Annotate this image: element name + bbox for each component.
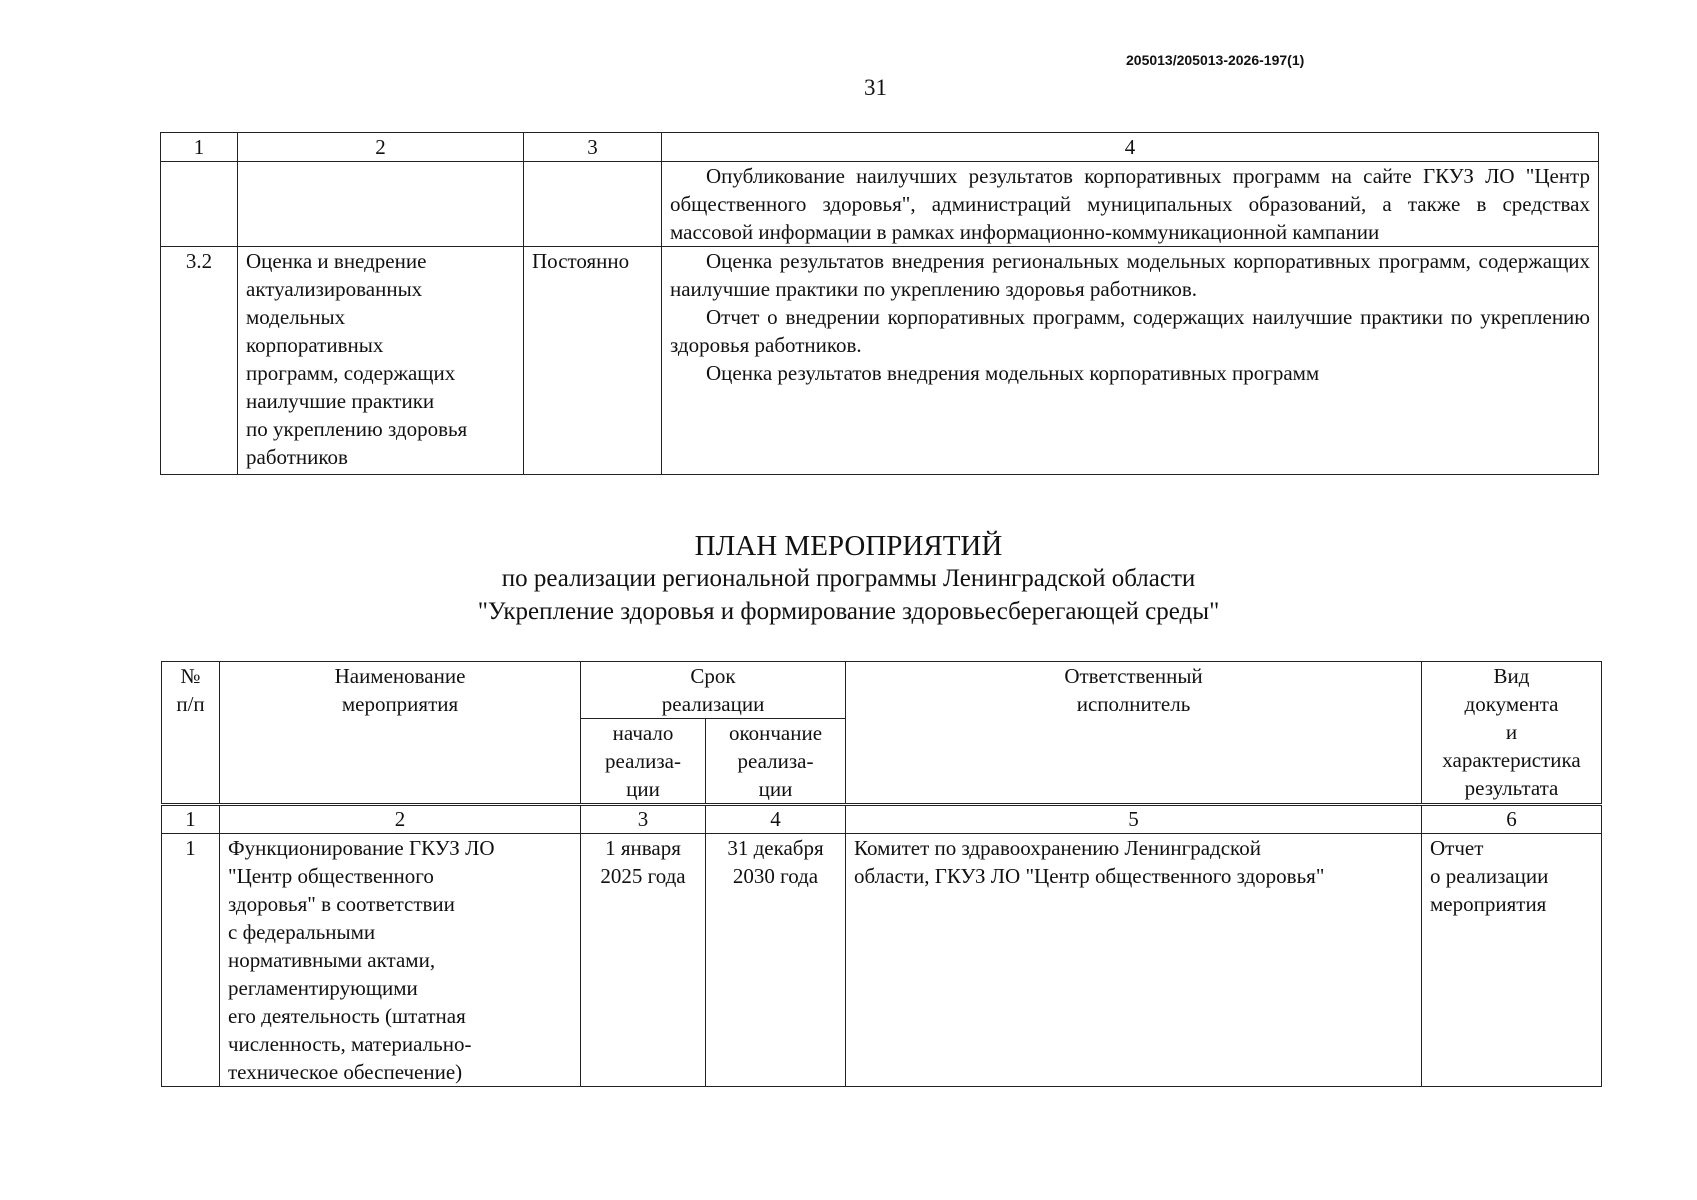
header-line: Вид bbox=[1493, 664, 1530, 688]
col-num-2: 2 bbox=[238, 133, 524, 162]
column-number-row bbox=[162, 805, 1602, 834]
cell-end bbox=[706, 834, 846, 1087]
cell-empty bbox=[161, 162, 238, 247]
cell-term: Постоянно bbox=[524, 247, 662, 475]
name-line: с федеральными bbox=[228, 920, 376, 944]
col-num-5: 5 bbox=[846, 805, 1422, 834]
col-num-6: 6 bbox=[1422, 805, 1602, 834]
name-line: регламентирующими bbox=[228, 976, 418, 1000]
header-line: исполнитель bbox=[1076, 692, 1191, 716]
plan-table bbox=[161, 661, 1602, 1087]
col-num-2: 2 bbox=[220, 805, 581, 834]
cell-result bbox=[662, 247, 1599, 475]
name-line: наилучшие практики bbox=[246, 389, 435, 413]
header-line: ции bbox=[626, 777, 660, 801]
name-line: численность, материально- bbox=[228, 1032, 472, 1056]
cell-name bbox=[238, 247, 524, 475]
name-line: актуализированных bbox=[246, 277, 423, 301]
plan-subtitle: "Укрепление здоровья и формирование здоровьесберегающей среды" bbox=[477, 598, 1220, 625]
header-num bbox=[162, 662, 220, 805]
name-line: его деятельность (штатная bbox=[228, 1004, 466, 1028]
doc-line: мероприятия bbox=[1430, 892, 1547, 916]
date-line: 1 января bbox=[605, 836, 681, 860]
page-number: 31 bbox=[864, 75, 887, 100]
result-text: Оценка результатов внедрения модельных корпоративных программ bbox=[706, 361, 1320, 385]
name-line: работников bbox=[246, 445, 348, 469]
header-name bbox=[220, 662, 581, 805]
header-line: ции bbox=[758, 777, 793, 801]
continuation-table bbox=[160, 132, 1599, 475]
header-responsible bbox=[846, 662, 1422, 805]
cell-number: 3.2 bbox=[161, 247, 238, 475]
name-line: программ, содержащих bbox=[246, 361, 456, 385]
name-line: здоровья" в соответствии bbox=[228, 892, 455, 916]
header-line: № bbox=[180, 664, 201, 688]
responsible-line: Комитет по здравоохранению Ленинградской bbox=[854, 836, 1261, 860]
header-end bbox=[706, 719, 846, 805]
cell-responsible bbox=[846, 834, 1422, 1087]
col-num-1: 1 bbox=[162, 805, 220, 834]
plan-title: ПЛАН МЕРОПРИЯТИЙ bbox=[694, 530, 1003, 562]
header-line: реализации bbox=[661, 692, 765, 716]
name-line: модельных bbox=[246, 305, 346, 329]
header-line: и bbox=[1505, 720, 1518, 744]
table-header-row bbox=[161, 133, 1599, 162]
table-row bbox=[161, 247, 1599, 475]
result-text: Опубликование наилучших результатов корпоративных программ на сайте ГКУЗ ЛО "Центр общественного здоровья", администраций муниципальных образований, а также в средствах массовой информации в рамках информационно-коммуникационной кампании bbox=[670, 164, 1590, 244]
header-line: Наименование bbox=[334, 664, 466, 688]
header-line: реализа- bbox=[605, 749, 681, 773]
header-line: Ответственный bbox=[1064, 664, 1203, 688]
date-line: 2025 года bbox=[600, 864, 686, 888]
responsible-line: области, ГКУЗ ЛО "Центр общественного здоровья" bbox=[854, 864, 1325, 888]
col-num-3: 3 bbox=[524, 133, 662, 162]
header-start bbox=[581, 719, 706, 805]
name-line: Оценка и внедрение bbox=[246, 249, 427, 273]
document-id: 205013/205013-2026-197(1) bbox=[1126, 52, 1305, 68]
name-line: нормативными актами, bbox=[228, 948, 436, 972]
col-num-4: 4 bbox=[662, 133, 1599, 162]
header-line: п/п bbox=[176, 692, 205, 716]
header-line: результата bbox=[1464, 776, 1559, 800]
date-line: 31 декабря bbox=[727, 836, 824, 860]
header-line: документа bbox=[1464, 692, 1559, 716]
header-term bbox=[581, 662, 846, 719]
result-text: Оценка результатов внедрения региональных модельных корпоративных программ, содержащих наилучшие практики по укреплению здоровья работников. bbox=[670, 249, 1590, 301]
cell-name bbox=[220, 834, 581, 1087]
header-line: мероприятия bbox=[341, 692, 459, 716]
table-row bbox=[162, 834, 1602, 1087]
cell-empty bbox=[524, 162, 662, 247]
name-line: "Центр общественного bbox=[228, 864, 434, 888]
name-line: по укреплению здоровья bbox=[246, 417, 468, 441]
cell-doc bbox=[1422, 834, 1602, 1087]
doc-line: о реализации bbox=[1430, 864, 1549, 888]
table-row bbox=[161, 162, 1599, 247]
col-num-3: 3 bbox=[581, 805, 706, 834]
header-line: Срок bbox=[690, 664, 736, 688]
header-doc bbox=[1422, 662, 1602, 805]
result-text: Отчет о внедрении корпоративных программ, содержащих наилучшие практики по укреплению здоровья работников. bbox=[670, 305, 1590, 357]
name-line: Функционирование ГКУЗ ЛО bbox=[228, 836, 495, 860]
header-line: реализа- bbox=[737, 749, 814, 773]
date-line: 2030 года bbox=[732, 864, 819, 888]
cell-start bbox=[581, 834, 706, 1087]
cell-result bbox=[662, 162, 1599, 247]
plan-subtitle: по реализации региональной программы Ленинградской области bbox=[501, 565, 1196, 592]
name-line: корпоративных bbox=[246, 333, 384, 357]
header-line: начало bbox=[612, 721, 674, 745]
header-line: окончание bbox=[728, 721, 823, 745]
col-num-4: 4 bbox=[706, 805, 846, 834]
col-num-1: 1 bbox=[161, 133, 238, 162]
cell-number: 1 bbox=[162, 834, 220, 1087]
table-header-row bbox=[162, 662, 1602, 719]
header-line: характеристика bbox=[1442, 748, 1581, 772]
doc-line: Отчет bbox=[1430, 836, 1484, 860]
name-line: техническое обеспечение) bbox=[228, 1060, 463, 1084]
cell-empty bbox=[238, 162, 524, 247]
